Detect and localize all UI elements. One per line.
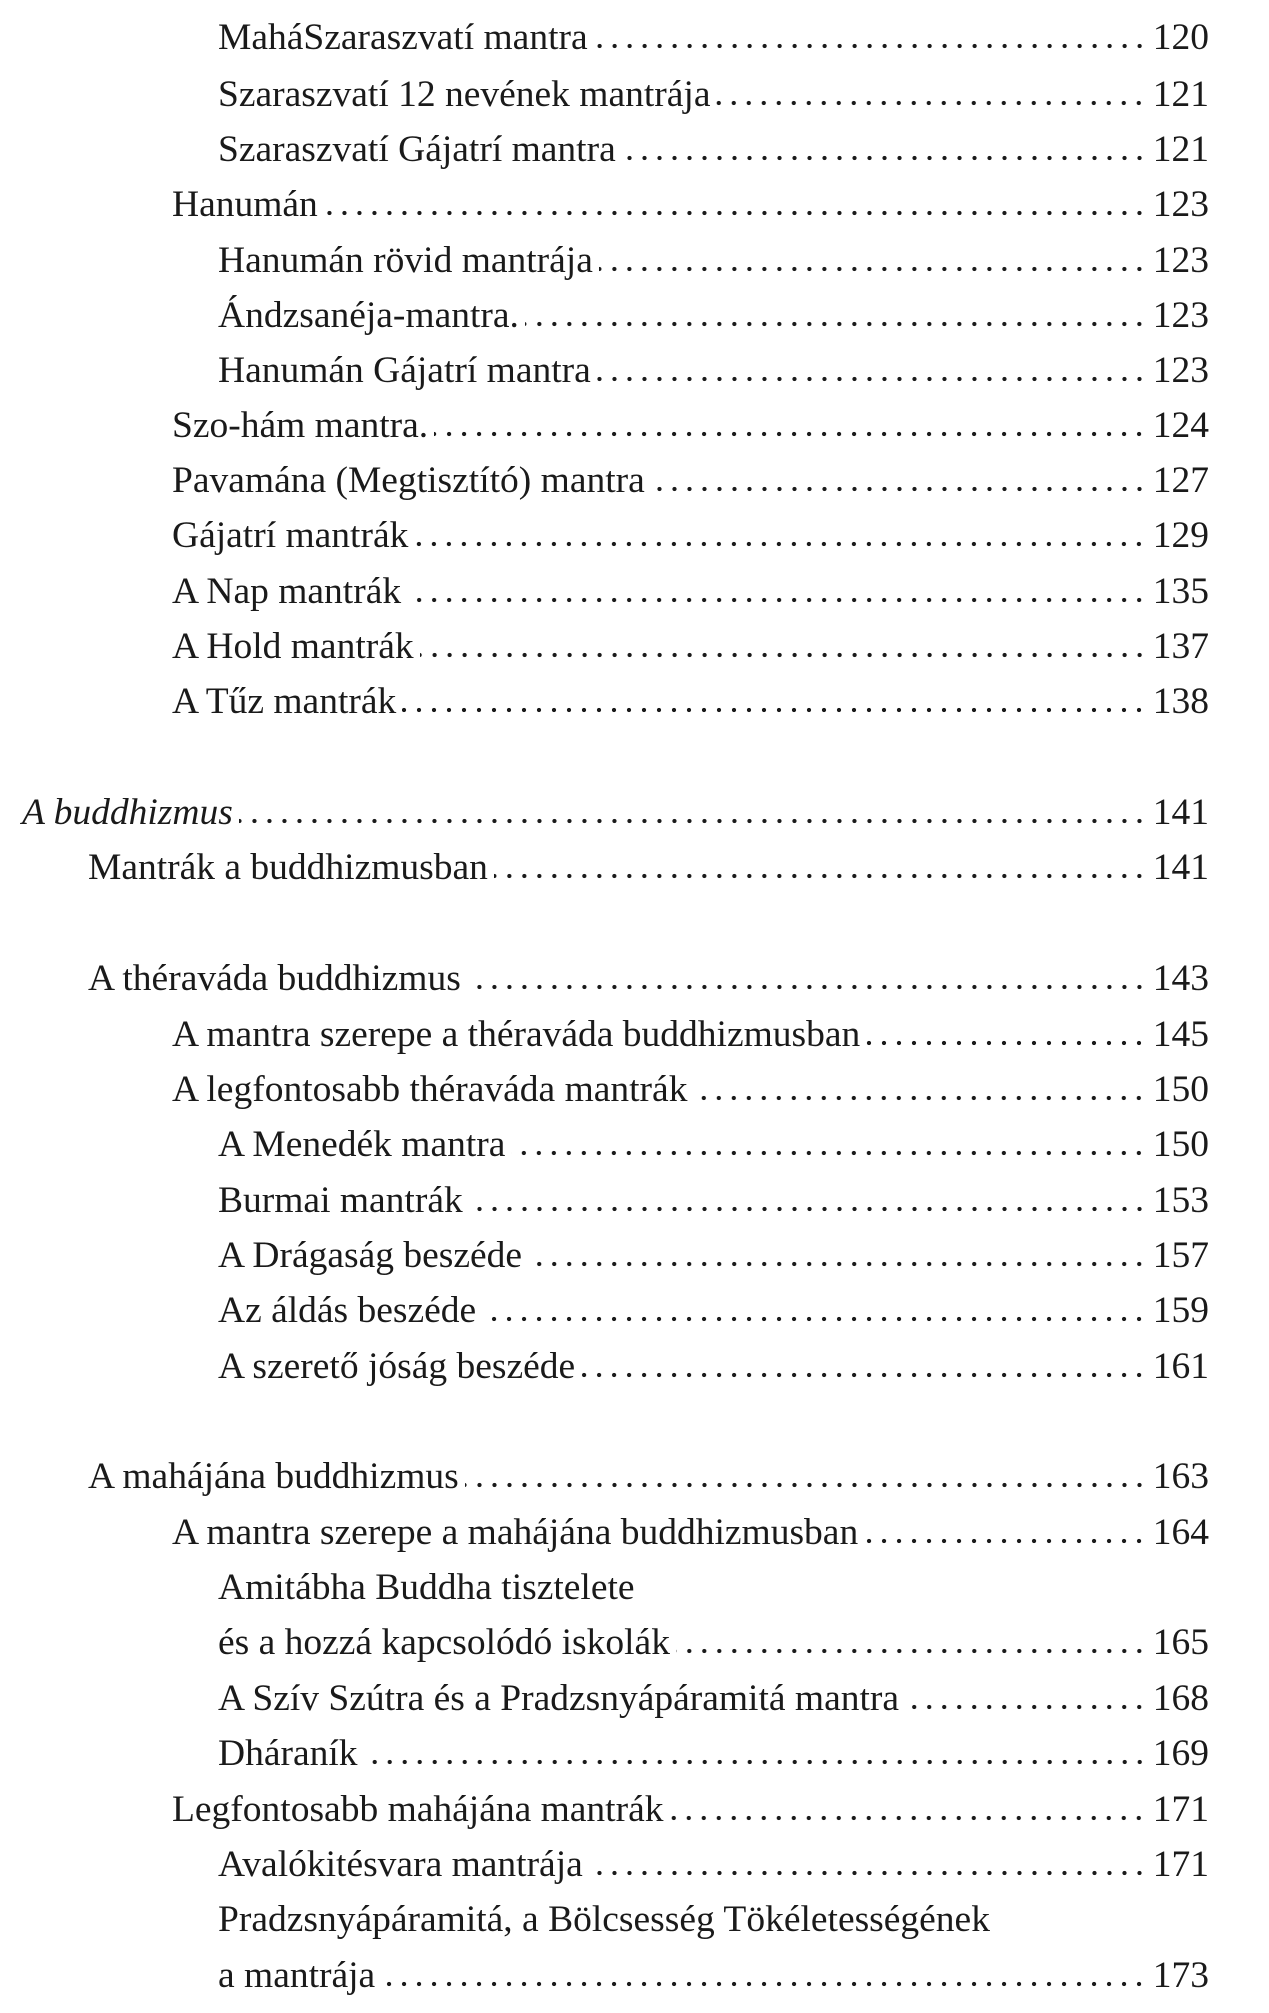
toc-entry-page: 165 [1152, 1622, 1209, 1664]
toc-entry-title: Hanumán [172, 184, 318, 226]
dot-leader [414, 539, 1146, 549]
toc-entry [218, 343, 1209, 393]
toc-entry [218, 122, 1209, 172]
toc-entry-title: MaháSzaraszvatí mantra [218, 17, 588, 59]
toc-entry-first-line [218, 1892, 1209, 1942]
toc-entry [218, 1228, 1209, 1278]
toc-entry-page: 161 [1152, 1345, 1209, 1387]
toc-entry-page: 124 [1152, 404, 1209, 446]
toc-entry-page: 169 [1152, 1733, 1209, 1775]
toc-entry [172, 177, 1209, 227]
dot-leader [494, 871, 1147, 881]
toc-entry-page: 120 [1152, 17, 1209, 59]
toc-entry [88, 951, 1209, 1001]
toc-entry-page: 127 [1152, 459, 1209, 501]
toc-entry-title: Hanumán Gájatrí mantra [218, 350, 591, 392]
toc-entry [172, 1062, 1209, 1112]
toc-entry-title: Mantrák a buddhizmusban [88, 847, 488, 889]
toc-entry-title: Gájatrí mantrák [172, 515, 409, 557]
toc-entry-title: Burmai mantrák [218, 1179, 463, 1221]
toc-entry-title: A szerető jóság beszéde [218, 1345, 576, 1387]
toc-entry [172, 674, 1209, 724]
dot-leader [866, 1038, 1146, 1048]
toc-entry-title: A mantra szerepe a théraváda buddhizmusban [172, 1013, 861, 1055]
toc-entry-title: Szaraszvatí Gájatrí mantra [218, 129, 616, 171]
toc-entry-title: és a hozzá kapcsolódó iskolák [218, 1622, 670, 1664]
toc-entry [218, 1339, 1209, 1389]
dot-leader [651, 484, 1147, 494]
toc-entry-page: 157 [1152, 1234, 1209, 1276]
toc-entry-title: Pavamána (Megtisztító) mantra [172, 459, 645, 501]
toc-entry [218, 10, 1209, 60]
toc-entry [172, 564, 1209, 614]
dot-leader [676, 1646, 1147, 1656]
toc-entry-page: 138 [1152, 681, 1209, 723]
toc-entry-page: 143 [1152, 958, 1209, 1000]
dot-leader [864, 1536, 1147, 1546]
dot-leader [589, 1868, 1147, 1878]
toc-entry-page: 141 [1152, 847, 1209, 889]
toc-entry [218, 233, 1209, 283]
toc-entry-page: 123 [1152, 184, 1209, 226]
toc-entry-page: 164 [1152, 1511, 1209, 1553]
toc-entry [218, 1117, 1209, 1167]
toc-entry-page: 159 [1152, 1290, 1209, 1332]
toc-entry [172, 1505, 1209, 1555]
toc-entry [88, 840, 1209, 890]
toc-entry-page: 171 [1152, 1843, 1209, 1885]
toc-entry-page: 123 [1152, 350, 1209, 392]
toc-entry-page: 123 [1152, 239, 1209, 281]
toc-entry-title: A Tűz mantrák [172, 681, 397, 723]
toc-entry [218, 67, 1209, 117]
toc-entry [218, 1283, 1209, 1333]
dot-leader [581, 1370, 1147, 1380]
toc-entry-page: 135 [1152, 570, 1209, 612]
toc-entry-page: 121 [1152, 73, 1209, 115]
dot-leader [905, 1702, 1147, 1712]
dot-leader [469, 1204, 1147, 1214]
toc-entry [218, 1615, 1209, 1665]
toc-entry-title: Hanumán rövid mantrája [218, 239, 593, 281]
toc-entry [218, 1726, 1209, 1776]
toc-entry-page: 168 [1152, 1677, 1209, 1719]
dot-leader [622, 153, 1147, 163]
toc-entry-title: A mantra szerepe a mahájána buddhizmusban [172, 1511, 859, 1553]
dot-leader [528, 1259, 1147, 1269]
toc-entry-title: Ándzsanéja-mantra. [218, 295, 519, 337]
toc-entry [172, 398, 1209, 448]
toc-entry-title: a mantrája [218, 1954, 376, 1996]
toc-entry-title: A mahájána buddhizmus [88, 1456, 459, 1498]
toc-entry-page: 137 [1152, 625, 1209, 667]
toc-entry [218, 1837, 1209, 1887]
toc-entry-title: Pradzsnyápáramitá, a Bölcsesség Tökéletességének [218, 1899, 990, 1941]
toc-entry [218, 288, 1209, 338]
toc-entry-title: Az áldás beszéde [218, 1290, 477, 1332]
toc-entry-title: Avalókitésvara mantrája [218, 1843, 583, 1885]
dot-leader [402, 705, 1147, 715]
dot-leader [324, 208, 1147, 218]
toc-entry-title: Legfontosabb mahájána mantrák [172, 1788, 664, 1830]
toc-entry-page: 173 [1152, 1954, 1209, 1996]
toc-entry [218, 1948, 1209, 1998]
toc-entry-title: Szo-hám mantra. [172, 404, 429, 446]
dot-leader [511, 1148, 1146, 1158]
toc-entry-title: A Hold mantrák [172, 625, 414, 667]
dot-leader [407, 595, 1147, 605]
dot-leader [467, 982, 1147, 992]
dot-leader [239, 816, 1147, 826]
toc-entry [172, 508, 1209, 558]
dot-leader [599, 264, 1147, 274]
toc-entry-title: A legfontosabb théraváda mantrák [172, 1068, 688, 1110]
toc-entry-title: Amitábha Buddha tisztelete [218, 1567, 635, 1609]
toc-entry-title: A Menedék mantra [218, 1124, 506, 1166]
toc-entry [172, 453, 1209, 503]
toc-section-heading [22, 785, 1209, 835]
toc-entry-page: 150 [1152, 1068, 1209, 1110]
dot-leader [594, 41, 1147, 51]
dot-leader [525, 319, 1147, 329]
toc-entry-page: 121 [1152, 129, 1209, 171]
dot-leader [434, 429, 1147, 439]
dot-leader [364, 1757, 1147, 1767]
toc-entry-title: Dháraník [218, 1733, 358, 1775]
toc-entry-page: 123 [1152, 295, 1209, 337]
toc-entry [172, 1007, 1209, 1057]
toc-entry-title: A buddhizmus [22, 792, 233, 834]
toc-entry-page: 171 [1152, 1788, 1209, 1830]
toc-entry-first-line [218, 1560, 1209, 1610]
dot-leader [669, 1813, 1146, 1823]
toc-entry [172, 1782, 1209, 1832]
dot-leader [381, 1979, 1147, 1989]
toc-entry [88, 1449, 1209, 1499]
toc-entry-title: A Drágaság beszéde [218, 1234, 523, 1276]
toc-entry-page: 145 [1152, 1013, 1209, 1055]
dot-leader [693, 1093, 1146, 1103]
toc-entry-title: Szaraszvatí 12 nevének mantrája [218, 73, 711, 115]
toc-entry-title: A Szív Szútra és a Pradzsnyápáramitá mantra [218, 1677, 900, 1719]
toc-entry-page: 141 [1152, 792, 1209, 834]
dot-leader [597, 374, 1147, 384]
dot-leader [482, 1314, 1147, 1324]
dot-leader [420, 650, 1147, 660]
toc-entry-page: 163 [1152, 1456, 1209, 1498]
toc-entry-page: 153 [1152, 1179, 1209, 1221]
toc-entry-page: 129 [1152, 515, 1209, 557]
toc-entry [172, 619, 1209, 669]
toc-entry [218, 1671, 1209, 1721]
dot-leader [465, 1480, 1147, 1490]
toc-entry-title: A théraváda buddhizmus [88, 958, 461, 1000]
dot-leader [716, 98, 1146, 108]
toc-entry [218, 1173, 1209, 1223]
toc-entry-page: 150 [1152, 1124, 1209, 1166]
toc-entry-title: A Nap mantrák [172, 570, 402, 612]
